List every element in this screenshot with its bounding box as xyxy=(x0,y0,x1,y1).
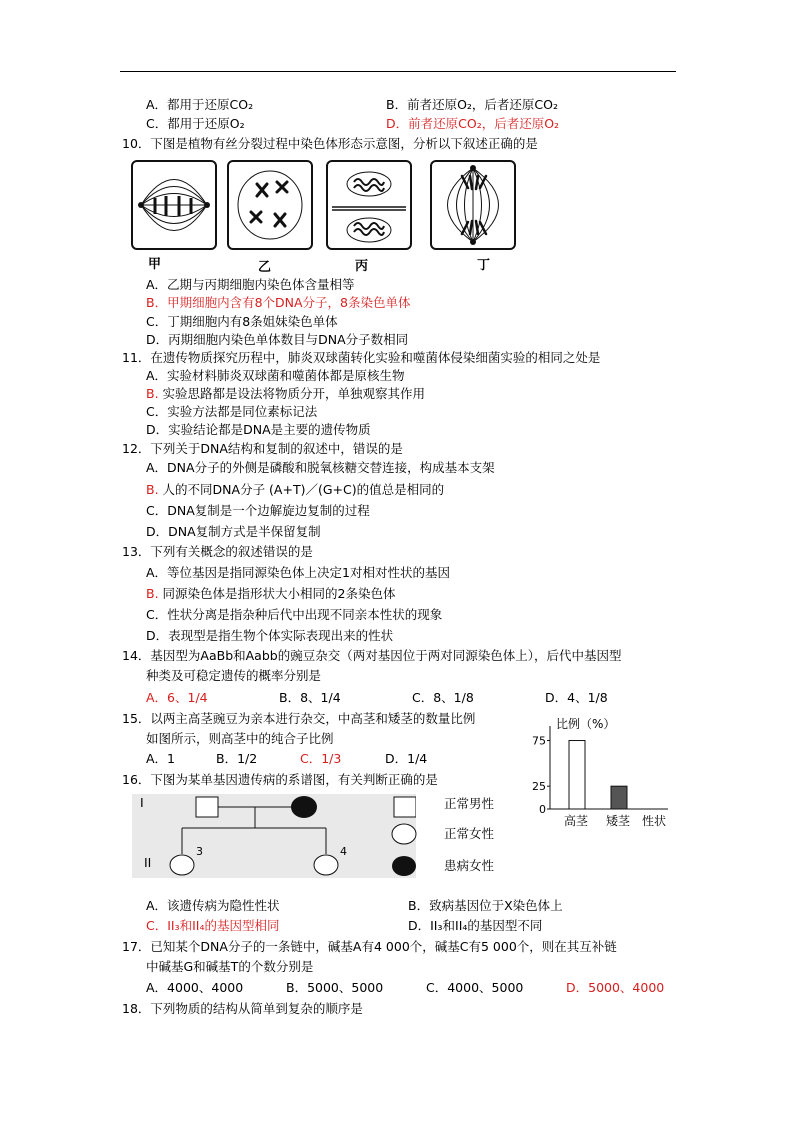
legend-symbols xyxy=(390,816,420,900)
q16-option-b: B．致病基因位于X染色体上 xyxy=(408,898,563,913)
q14-option-a: A．6、1/4 xyxy=(146,690,208,705)
bar-2 xyxy=(611,786,627,809)
q10-stem: 10．下图是植物有丝分裂过程中染色体形态示意图，分析以下叙述正确的是 xyxy=(122,136,538,151)
q11-option-d: D．实验结论都是DNA是主要的遗传物质 xyxy=(146,422,371,437)
individual-number-4: 4 xyxy=(340,845,347,858)
q13-answer-letter: B. xyxy=(146,586,159,601)
y-tick-label-2: 25 xyxy=(532,780,546,794)
pedigree-ii3-normal-female xyxy=(170,855,194,875)
q17-option-c: C．4000、5000 xyxy=(426,980,524,995)
q11-option-a: A．实验材料肺炎双球菌和噬菌体都是原核生物 xyxy=(146,368,405,383)
q10-option-b: B．甲期细胞内含有8个DNA分子，8条染色单体 xyxy=(146,295,411,310)
cell-label-bing: 丙 xyxy=(355,259,369,274)
q14-option-b: B．8、1/4 xyxy=(279,690,341,705)
q12-option-a: A．DNA分子的外侧是磷酸和脱氧核糖交替连接，构成基本支架 xyxy=(146,460,495,475)
y-tick-label-1: 75 xyxy=(532,734,546,748)
q11-option-b-text: 实验思路都是设法将物质分开，单独观察其作用 xyxy=(162,386,426,401)
legend-normal-female-symbol xyxy=(392,824,416,844)
header-rule xyxy=(120,71,676,72)
q14-option-c: C．8、1/8 xyxy=(412,690,474,705)
cell-bing-figure xyxy=(326,160,412,250)
q12-stem: 12．下列关于DNA结构和复制的叙述中，错误的是 xyxy=(122,441,403,456)
generation-label-i: I xyxy=(140,795,144,810)
q15-option-a: A．1 xyxy=(146,751,176,766)
bar-1 xyxy=(569,741,585,809)
q11-answer-letter: B. xyxy=(146,386,159,401)
q16-stem: 16．下图为某单基因遗传病的系谱图，有关判断正确的是 xyxy=(122,772,438,787)
q17-stem-line2: 中碱基G和碱基T的个数分别是 xyxy=(146,959,314,974)
q17-stem-line1: 17．已知某个DNA分子的一条链中，碱基A有4 000个，碱基C有5 000个，则在其互补链 xyxy=(122,939,617,954)
cell-yi-figure xyxy=(227,160,313,250)
chart-ylabel: 比例（%） xyxy=(556,717,616,731)
q10-option-d: D．丙期细胞内染色单体数目与DNA分子数相同 xyxy=(146,332,409,347)
x-tick-label-1: 高茎 xyxy=(564,814,589,828)
q12-option-d: D．DNA复制方式是半保留复制 xyxy=(146,524,321,539)
legend-normal-male-symbol xyxy=(394,797,416,817)
q10-option-c: C．丁期细胞内有8条姐妹染色单体 xyxy=(146,314,338,329)
q16-option-c: C．II₃和II₄的基因型相同 xyxy=(146,918,280,933)
pedigree-chart xyxy=(132,794,416,878)
q13-option-b xyxy=(146,585,396,603)
q11-stem: 11．在遗传物质探究历程中，肺炎双球菌转化实验和噬菌体侵染细菌实验的相同之处是 xyxy=(122,350,601,365)
ratio-bar-chart xyxy=(522,712,682,832)
x-tick-label-2: 矮茎 xyxy=(606,814,631,828)
q12-option-b xyxy=(146,481,444,499)
q15-option-b: B．1/2 xyxy=(216,751,258,766)
q13-option-b-text: 同源染色体是指形状大小相同的2条染色体 xyxy=(162,586,396,601)
q9-option-b: B．前者还原O₂，后者还原CO₂ xyxy=(386,97,559,112)
q11-option-c: C．实验方法都是同位素标记法 xyxy=(146,404,318,419)
q12-option-b-text: 人的不同DNA分子 (A+T)／(G+C)的值总是相同的 xyxy=(162,482,445,497)
legend-normal-female-label: 正常女性 xyxy=(444,826,495,841)
q16-option-a: A．该遗传病为隐性性状 xyxy=(146,898,280,913)
pedigree-i2-affected-female xyxy=(291,796,317,818)
q18-stem: 18．下列物质的结构从简单到复杂的顺序是 xyxy=(122,1001,363,1016)
q12-answer-letter: B. xyxy=(146,482,159,497)
q9-option-d: D．前者还原CO₂，后者还原O₂ xyxy=(386,116,560,131)
q15-option-c: C．1/3 xyxy=(300,751,342,766)
cell-label-ding: 丁 xyxy=(477,258,491,273)
q14-stem-line1: 14．基因型为AaBb和Aabb的豌豆杂交（两对基因位于两对同源染色体上），后代中基因型 xyxy=(122,648,622,663)
q14-option-d: D．4、1/8 xyxy=(545,690,608,705)
q15-stem-line1: 15．以两主高茎豌豆为亲本进行杂交，中高茎和矮茎的数量比例 xyxy=(122,711,476,726)
q14-stem-line2: 种类及可稳定遗传的概率分别是 xyxy=(146,668,322,683)
q13-stem: 13．下列有关概念的叙述错误的是 xyxy=(122,544,313,559)
cell-ding-figure xyxy=(430,160,516,250)
q17-option-d: D．5000、4000 xyxy=(566,980,665,995)
pedigree-ii4-normal-female xyxy=(314,855,338,875)
legend-affected-female-symbol xyxy=(392,856,416,876)
pedigree-i1-normal-male xyxy=(196,797,218,817)
q10-option-a: A．乙期与丙期细胞内染色体含量相等 xyxy=(146,277,355,292)
cell-label-yi: 乙 xyxy=(258,260,272,275)
q9-option-a: A．都用于还原CO₂ xyxy=(146,97,254,112)
individual-number-3: 3 xyxy=(196,845,203,858)
q9-option-c: C．都用于还原O₂ xyxy=(146,116,245,131)
q16-option-d: D．II₃和II₄的基因型不同 xyxy=(408,918,543,933)
generation-label-ii: II xyxy=(144,855,152,870)
q13-option-c: C．性状分离是指杂种后代中出现不同亲本性状的现象 xyxy=(146,607,443,622)
q13-option-d: D．表现型是指生物个体实际表现出来的性状 xyxy=(146,628,394,643)
q13-option-a: A．等位基因是指同源染色体上决定1对相对性状的基因 xyxy=(146,565,451,580)
legend-normal-male-label: 正常男性 xyxy=(444,796,495,811)
chart-xlabel: 性状 xyxy=(642,814,667,828)
y-tick-label-3: 0 xyxy=(539,803,546,816)
q17-option-a: A．4000、4000 xyxy=(146,980,244,995)
q11-option-b xyxy=(146,385,425,403)
q17-option-b: B．5000、5000 xyxy=(286,980,384,995)
q12-option-c: C．DNA复制是一个边解旋边复制的过程 xyxy=(146,503,370,518)
legend-affected-female-label: 患病女性 xyxy=(444,858,495,873)
cell-jia-figure xyxy=(131,160,217,250)
q15-option-d: D．1/4 xyxy=(385,751,428,766)
cell-label-jia: 甲 xyxy=(148,257,162,272)
q15-stem-line2: 如图所示，则高茎中的纯合子比例 xyxy=(146,731,334,746)
